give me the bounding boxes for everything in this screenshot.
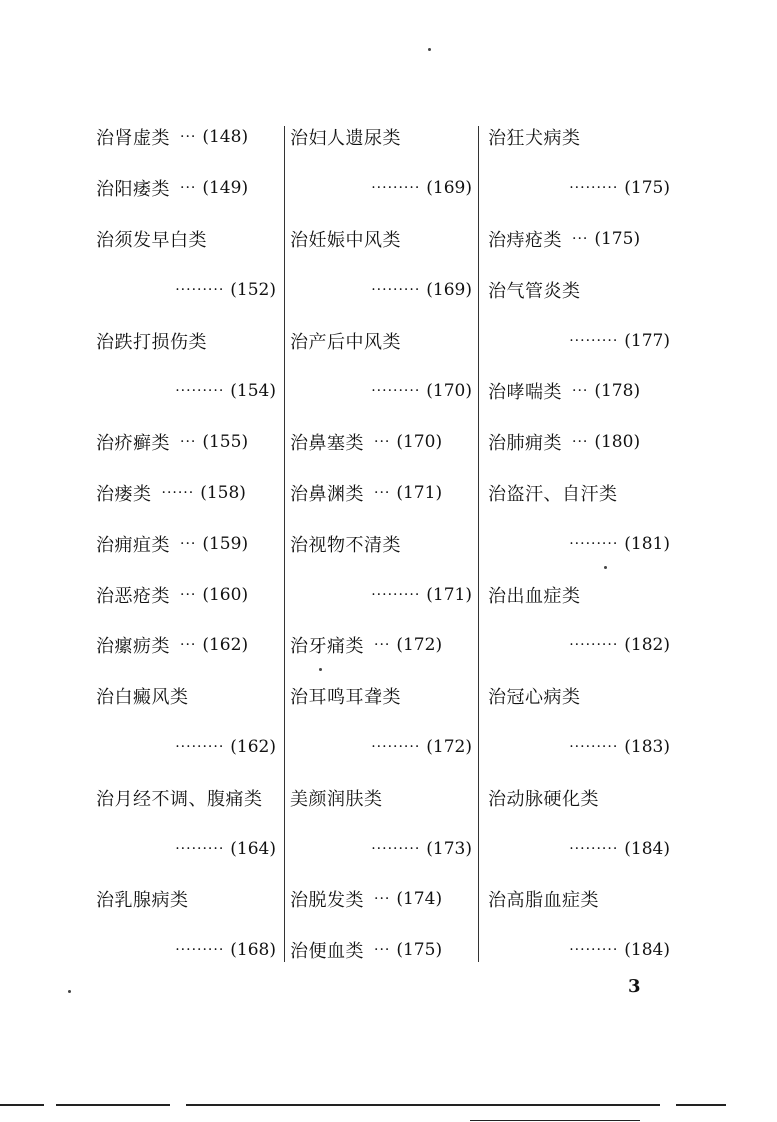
toc-leader-dots: ······ (161, 484, 195, 501)
toc-page-ref: (175) (594, 228, 641, 249)
toc-leader-dots: ········· (175, 942, 225, 959)
toc-page-ref: (180) (594, 432, 641, 453)
toc-entry-title: 治妇人遗尿类 (290, 128, 401, 150)
toc-entry-title: 治疥癣类 (96, 433, 170, 455)
toc-entry-continuation (488, 620, 670, 671)
toc-entry (96, 163, 276, 214)
toc-leader-dots: ········· (371, 586, 421, 603)
scan-speck (604, 566, 607, 569)
toc-leader-dots: ········· (175, 281, 225, 298)
toc-entry-title: 治月经不调、腹痛类 (96, 788, 263, 810)
bottom-rule-segment (676, 1104, 726, 1106)
toc-entry (488, 366, 670, 417)
toc-entry (96, 569, 276, 620)
toc-page-ref: (184) (624, 838, 670, 859)
toc-page-ref: (162) (230, 736, 276, 757)
toc-entry (96, 671, 276, 722)
toc-entry-title: 治阳痿类 (96, 179, 170, 201)
toc-entry-title: 治出血症类 (488, 585, 581, 607)
toc-entry-title: 治须发早白类 (96, 229, 207, 251)
toc-page-ref: (170) (396, 432, 443, 453)
toc-leader-dots: ········· (371, 383, 421, 400)
toc-entry-continuation (488, 925, 670, 976)
toc-entry-title: 治跌打损伤类 (96, 331, 207, 353)
toc-entry-continuation (488, 823, 670, 874)
toc-entry-continuation (290, 722, 472, 773)
toc-leader-dots: ··· (374, 434, 391, 451)
toc-leader-dots: ········· (371, 738, 421, 755)
toc-entry (290, 620, 472, 671)
bottom-rule-segment (0, 1104, 44, 1106)
toc-page-ref: (162) (202, 635, 249, 656)
toc-entry-title: 治脱发类 (290, 890, 364, 912)
toc-entry-title: 治哮喘类 (488, 382, 562, 404)
toc-page-ref: (154) (230, 381, 276, 402)
toc-leader-dots: ··· (572, 230, 589, 247)
toc-entry-title: 美颜润肤类 (290, 788, 383, 810)
toc-entry (488, 671, 670, 722)
toc-entry-continuation (96, 722, 276, 773)
toc-leader-dots: ··· (374, 484, 391, 501)
toc-entry-title: 治乳腺病类 (96, 890, 189, 912)
toc-leader-dots: ··· (374, 637, 391, 654)
toc-entry-title: 治肺痈类 (488, 433, 562, 455)
toc-leader-dots: ··· (180, 535, 197, 552)
toc-leader-dots: ········· (175, 840, 225, 857)
toc-page-ref: (169) (426, 178, 472, 199)
toc-entry (96, 874, 276, 925)
toc-entry-continuation (488, 315, 670, 366)
toc-entry (290, 874, 472, 925)
toc-leader-dots: ··· (180, 434, 197, 451)
toc-entry (96, 468, 276, 519)
toc-entry-continuation (96, 823, 276, 874)
toc-entry-title: 治痈疽类 (96, 534, 170, 556)
toc-page-ref: (164) (230, 838, 276, 859)
page-number: 3 (628, 976, 641, 997)
toc-entry (488, 569, 670, 620)
toc-page-ref: (149) (202, 178, 249, 199)
toc-leader-dots: ··· (180, 637, 197, 654)
toc-entry-continuation (290, 569, 472, 620)
toc-leader-dots: ··· (374, 942, 391, 959)
toc-entry (96, 315, 276, 366)
toc-entry-continuation (488, 722, 670, 773)
toc-entry (488, 417, 670, 468)
toc-entry (290, 417, 472, 468)
toc-entry-continuation (96, 925, 276, 976)
toc-page-ref: (175) (396, 940, 443, 961)
toc-entry (290, 214, 472, 265)
toc-leader-dots: ········· (175, 383, 225, 400)
toc-leader-dots: ········· (569, 738, 619, 755)
toc-leader-dots: ········· (569, 942, 619, 959)
toc-page-ref: (178) (594, 381, 641, 402)
column-divider-1 (284, 126, 285, 962)
toc-entry-continuation (290, 366, 472, 417)
toc-leader-dots: ········· (371, 281, 421, 298)
toc-leader-dots: ········· (569, 840, 619, 857)
toc-entry (488, 264, 670, 315)
toc-page-ref: (174) (396, 889, 443, 910)
bottom-rule-segment (186, 1104, 660, 1106)
toc-page-ref: (152) (230, 279, 276, 300)
scan-speck (428, 48, 431, 51)
toc-page-ref: (168) (230, 940, 276, 961)
toc-leader-dots: ········· (371, 180, 421, 197)
toc-page-ref: (148) (202, 127, 249, 148)
toc-page-ref: (181) (624, 533, 670, 554)
toc-page-ref: (175) (624, 178, 670, 199)
toc-entry-continuation (290, 163, 472, 214)
toc-leader-dots: ········· (569, 332, 619, 349)
toc-column-1 (96, 112, 276, 976)
toc-leader-dots: ········· (569, 535, 619, 552)
toc-leader-dots: ········· (371, 840, 421, 857)
toc-entry-continuation (96, 264, 276, 315)
toc-entry (96, 518, 276, 569)
toc-entry (96, 112, 276, 163)
toc-leader-dots: ··· (180, 586, 197, 603)
toc-entry (488, 214, 670, 265)
toc-entry (96, 620, 276, 671)
toc-leader-dots: ··· (572, 434, 589, 451)
toc-entry-continuation (488, 518, 670, 569)
toc-entry-title: 治鼻塞类 (290, 433, 364, 455)
toc-entry-continuation (290, 264, 472, 315)
column-divider-2 (478, 126, 479, 962)
toc-page-ref: (182) (624, 635, 670, 656)
toc-entry-continuation (96, 366, 276, 417)
toc-leader-dots: ··· (180, 180, 197, 197)
toc-leader-dots: ········· (175, 738, 225, 755)
toc-entry (96, 417, 276, 468)
scan-speck (68, 990, 71, 993)
toc-entry-title: 治盗汗、自汗类 (488, 483, 618, 505)
toc-leader-dots: ········· (569, 637, 619, 654)
toc-entry-continuation (290, 823, 472, 874)
toc-entry-title: 治便血类 (290, 941, 364, 963)
toc-entry-title: 治视物不清类 (290, 534, 401, 556)
toc-entry-title: 治产后中风类 (290, 331, 401, 353)
toc-page-ref: (155) (202, 432, 249, 453)
toc-leader-dots: ··· (374, 891, 391, 908)
toc-entry (488, 468, 670, 519)
toc-entry (290, 925, 472, 976)
toc-page-ref: (184) (624, 940, 670, 961)
toc-entry (290, 772, 472, 823)
toc-entry (290, 112, 472, 163)
toc-entry-title: 治鼻渊类 (290, 483, 364, 505)
toc-entry-title: 治瘘类 (96, 483, 152, 505)
toc-page-ref: (160) (202, 584, 249, 605)
bottom-rule-segment (56, 1104, 170, 1106)
toc-page-ref: (173) (426, 838, 472, 859)
toc-entry-title: 治气管炎类 (488, 280, 581, 302)
toc-entry-title: 治牙痛类 (290, 636, 364, 658)
toc-column-2 (290, 112, 472, 976)
toc-entry (488, 772, 670, 823)
toc-page-ref: (158) (200, 482, 246, 503)
toc-leader-dots: ··· (572, 383, 589, 400)
toc-leader-dots: ········· (569, 180, 619, 197)
toc-entry-title: 治妊娠中风类 (290, 229, 401, 251)
bottom-rule-segment (470, 1120, 640, 1121)
toc-entry (290, 518, 472, 569)
toc-entry (290, 315, 472, 366)
toc-entry-title: 治耳鸣耳聋类 (290, 687, 401, 709)
toc-entry (96, 214, 276, 265)
toc-page-ref: (169) (426, 279, 472, 300)
toc-entry (488, 874, 670, 925)
toc-entry (488, 112, 670, 163)
toc-entry-title: 治狂犬病类 (488, 128, 581, 150)
toc-entry-title: 治白癜风类 (96, 687, 189, 709)
toc-entry-title: 治肾虚类 (96, 128, 170, 150)
toc-entry-continuation (488, 163, 670, 214)
toc-column-3 (488, 112, 670, 976)
toc-entry-title: 治痔疮类 (488, 229, 562, 251)
toc-entry (290, 671, 472, 722)
toc-entry (96, 772, 276, 823)
scan-speck (319, 668, 322, 671)
toc-page-ref: (172) (396, 635, 443, 656)
toc-page-ref: (171) (426, 584, 472, 605)
toc-page-ref: (183) (624, 736, 670, 757)
toc-entry-title: 治恶疮类 (96, 585, 170, 607)
toc-entry-title: 治动脉硬化类 (488, 788, 599, 810)
toc-entry-title: 治高脂血症类 (488, 890, 599, 912)
toc-entry (290, 468, 472, 519)
toc-leader-dots: ··· (180, 129, 197, 146)
toc-page-ref: (159) (202, 533, 249, 554)
toc-page-ref: (170) (426, 381, 472, 402)
toc-page-ref: (172) (426, 736, 472, 757)
toc-page-ref: (177) (624, 330, 670, 351)
toc-page-ref: (171) (396, 482, 443, 503)
toc-entry-title: 治瘰疬类 (96, 636, 170, 658)
toc-entry-title: 治冠心病类 (488, 687, 581, 709)
